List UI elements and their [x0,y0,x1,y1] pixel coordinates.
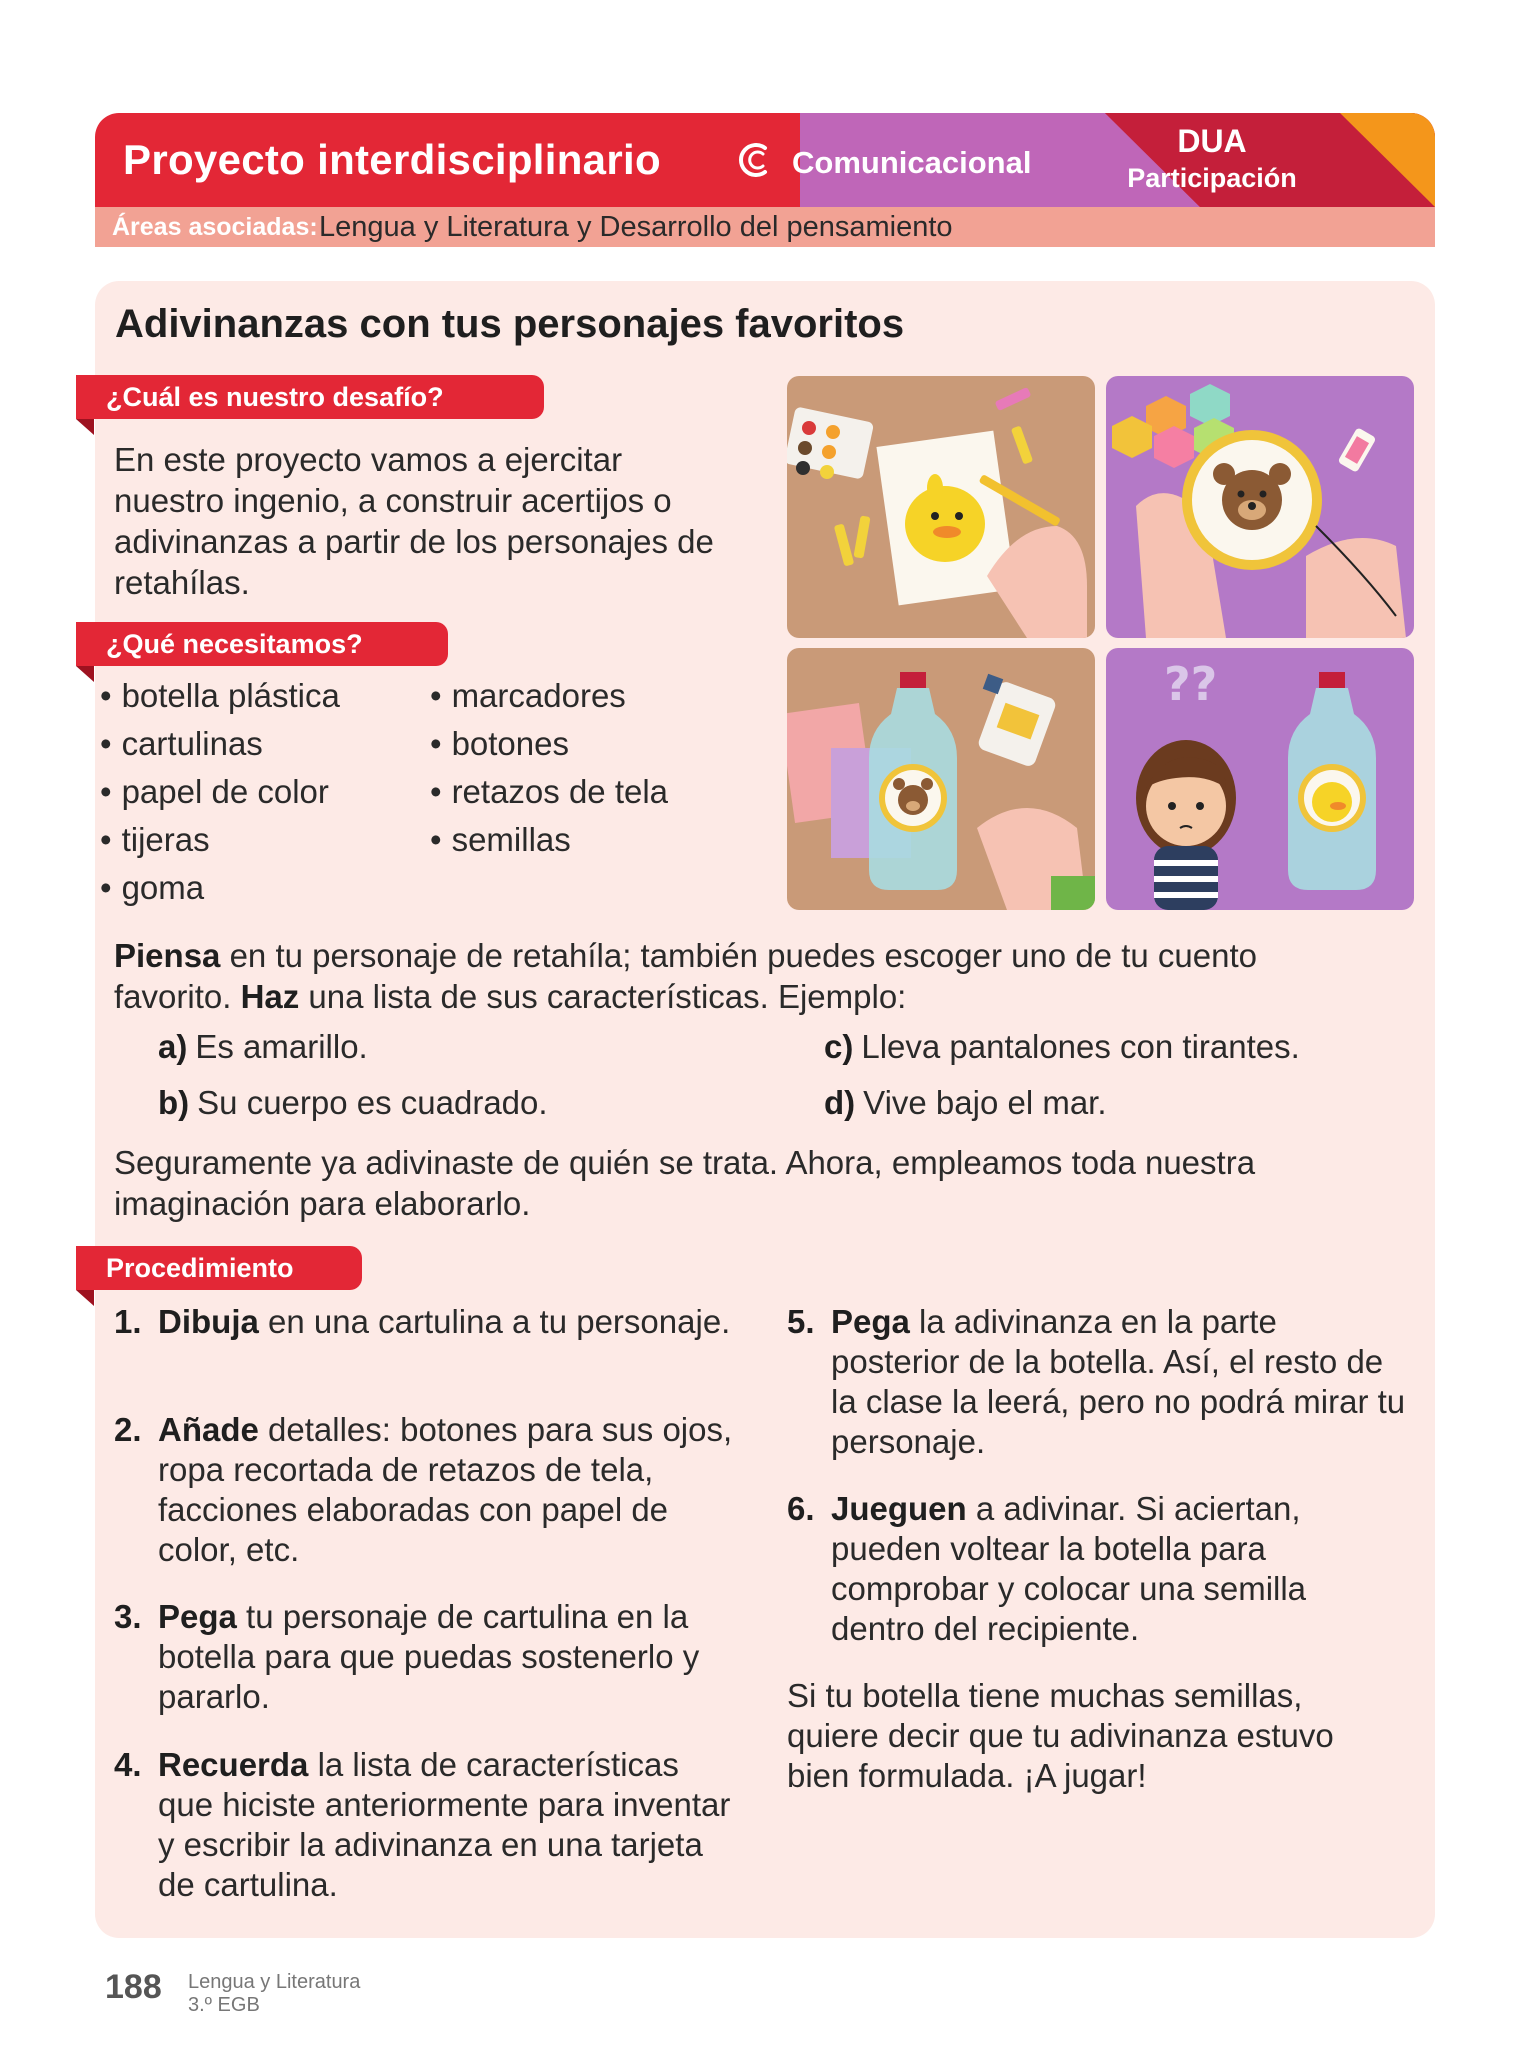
step-number: 4. [114,1746,142,1783]
drawing-chick-illustration [787,376,1095,638]
step-text: a adivinar. Si aciertan, pueden voltear la botella para comprobar y colocar una semilla dentro del recipiente. [831,1490,1307,1647]
header-category: Comunicacional [792,145,1032,180]
embroidery-bear-illustration [1106,376,1414,638]
procedure-step [114,1410,734,1570]
material-item: • retazos de tela [430,773,668,811]
needs-tag-fold [76,666,94,682]
procedure-step [787,1302,1407,1462]
example-item [824,1028,1300,1066]
example-text: Es amarillo. [195,1028,368,1065]
guess-text: Seguramente ya adivinaste de quién se trata. Ahora, empleamos toda nuestra imaginación para elaborarlo. [114,1144,1256,1222]
needs-tag: ¿Qué necesitamos? [76,622,448,666]
make-text: una lista de sus características. Ejemplo: [299,978,907,1015]
example-text: Lleva pantalones con tirantes. [861,1028,1300,1065]
step-number: 6. [787,1490,815,1527]
step-lead: Pega [831,1303,910,1340]
example-item [824,1084,1107,1122]
challenge-tag: ¿Cuál es nuestro desafío? [76,375,544,419]
footer-subject: Lengua y Literatura [188,1971,361,1993]
example-text: Su cuerpo es cuadrado. [197,1084,548,1121]
page-number: 188 [105,1968,162,2006]
example-letter: c) [824,1028,854,1065]
step-text: la lista de características que hiciste anteriormente para inventar y escribir la adivinanza en una tarjeta de cartulina. [158,1746,731,1903]
step-number: 3. [114,1598,142,1635]
header-dua-participation: Participación [1127,163,1297,193]
procedure-step [114,1597,734,1717]
areas-label: Áreas asociadas: [112,213,318,241]
boy-thinking-bottle-illustration [1106,648,1414,910]
material-item: • goma [100,869,204,907]
example-item [158,1028,368,1066]
step-text: tu personaje de cartulina en la botella para que puedas sostenerlo y pararlo. [158,1598,700,1715]
step-lead: Añade [158,1411,259,1448]
footer-grade: 3.º EGB [188,1994,260,2016]
example-text: Vive bajo el mar. [863,1084,1107,1121]
material-item: • marcadores [430,677,626,715]
step-lead: Jueguen [831,1490,967,1527]
challenge-text: En este proyecto vamos a ejercitar nuestro ingenio, a construir acertijos o adivinanzas a partir de los personajes de retahílas. [114,441,714,601]
step-text: detalles: botones para sus ojos, ropa recortada de retazos de tela, facciones elaboradas con papel de color, etc. [158,1411,733,1568]
procedure-step [787,1489,1407,1649]
step-number: 5. [787,1303,815,1340]
step-lead: Pega [158,1598,237,1635]
material-item: • botones [430,725,569,763]
material-item: • papel de color [100,773,329,811]
header-dua: DUA [1177,123,1247,159]
challenge-tag-fold [76,419,94,435]
material-item: • cartulinas [100,725,263,763]
procedure-step [114,1745,734,1905]
think-text: en tu personaje de retahíla; también puedes escoger uno de tu cuento favorito. [114,937,1257,1015]
associated-areas-bar [95,207,1435,247]
procedure-step [114,1302,734,1342]
closing-text: Si tu botella tiene muchas semillas, quiere decir que tu adivinanza estuvo bien formulada. ¡A jugar! [787,1677,1334,1794]
material-item: • botella plástica [100,677,340,715]
step-text: en una cartulina a tu personaje. [258,1303,731,1340]
material-item: • tijeras [100,821,210,859]
material-item: • semillas [430,821,571,859]
step-number: 2. [114,1411,142,1448]
make-lead: Haz [240,978,300,1015]
project-title: Adivinanzas con tus personajes favoritos [115,302,905,346]
step-text: la adivinanza en la parte posterior de la botella. Así, el resto de la clase la leerá, pero no podrá mirar tu personaje. [831,1303,1406,1460]
project-header [95,113,1435,207]
example-letter: a) [158,1028,188,1065]
step-number: 1. [114,1303,142,1340]
step-lead: Dibuja [158,1303,259,1340]
communication-c-icon [735,139,777,181]
procedure-tag: Procedimiento [76,1246,362,1290]
header-title: Proyecto interdisciplinario [123,136,661,183]
think-lead: Piensa [114,937,221,974]
example-item [158,1084,548,1122]
areas-value: Lengua y Literatura y Desarrollo del pensamiento [319,211,953,243]
example-letter: b) [158,1084,190,1121]
question-marks: ?? [1164,657,1218,711]
step-lead: Recuerda [158,1746,309,1783]
procedure-tag-fold [76,1290,94,1306]
bottle-bear-illustration [787,648,1095,910]
think-instruction [114,935,1374,1017]
example-letter: d) [824,1084,856,1121]
